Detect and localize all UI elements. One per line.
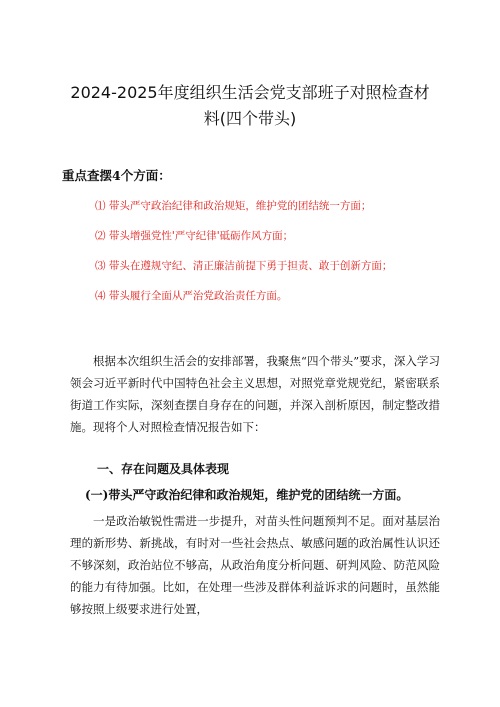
subsection-heading: (一)带头严守政治纪律和政治规矩，维护党的团结统一方面。 (85, 488, 409, 502)
body-paragraph: 一是政治敏锐性需进一步提升，对苗头性问题预判不足。面对基层治理的新形势、新挑战，有时对一些社会热点、敏感问题的政治属性认识还不够深刻，政治站位不够高，从政治角度分析问题、研判风险、防范风险的能力有待加强。比如，在处理一些涉及群体利益诉求的问题时，虽然能够按照上级要求进行处置， (70, 514, 440, 616)
title-line-1: 2024-2025年度组织生活会党支部班子对照检查材 (70, 83, 430, 102)
intro-paragraph: 根据本次组织生活会的安排部署，我聚焦“四个带头”要求，深入学习领会习近平新时代中国特色社会主义思想，对照党章党规党纪，紧密联系街道工作实际，深刻查摆自身存在的问题，并深入剖析原因，制定整改措施。现将个人对照检查情况报告如下： (70, 354, 440, 434)
focus-item: ⑴ 带头严守政治纪律和政治规矩，维护党的团结统一方面； (95, 200, 372, 212)
key-points-heading: 重点查摆4个方面： (62, 168, 171, 183)
focus-item: ⑷ 带头履行全面从严治党政治责任方面。 (95, 290, 288, 302)
focus-item: ⑶ 带头在遵规守纪、清正廉洁前提下勇于担责、敢于创新方面； (95, 260, 393, 272)
focus-item: ⑵ 带头增强党性'严守纪律'砥砺作风方面； (95, 230, 294, 242)
section-heading: 一、存在问题及具体表现 (97, 462, 230, 476)
document-title (40, 80, 460, 132)
focus-list (95, 198, 392, 318)
title-line-2: 料(四个带头) (203, 109, 297, 128)
